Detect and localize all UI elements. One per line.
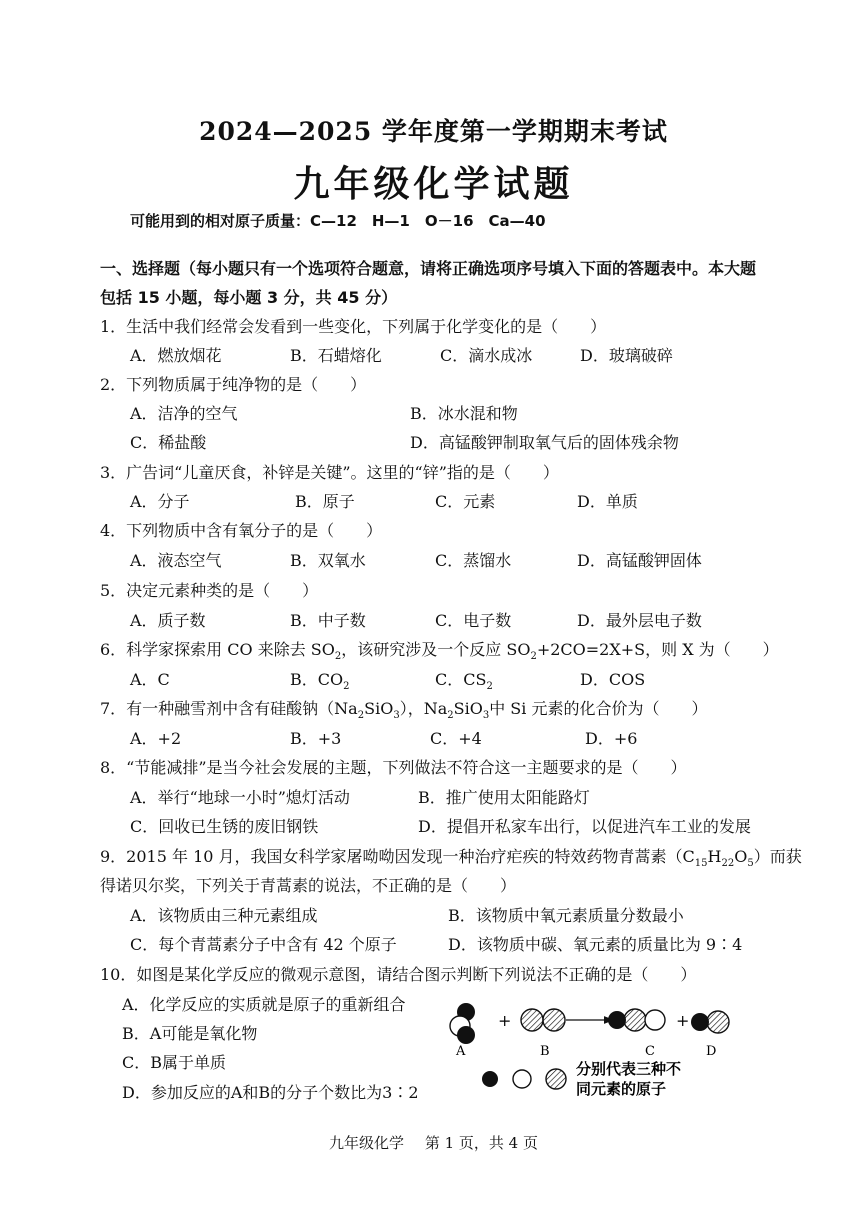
label-c: C — [645, 1044, 655, 1059]
footer-page-number: 第 1 页，共 4 页 — [424, 1134, 538, 1152]
q5-option-a: A．质子数 — [130, 611, 206, 630]
question-2-stem: 2．下列物质属于纯净物的是（ ） — [100, 375, 367, 394]
q9-option-c: C．每个青蒿素分子中含有 42 个原子 — [130, 935, 397, 954]
molecule-b — [521, 1009, 565, 1031]
q8-option-d: D．提倡开私家车出行，以促进汽车工业的发展 — [418, 817, 751, 836]
q5-option-c: C．电子数 — [435, 611, 512, 630]
q5-option-b: B．中子数 — [290, 611, 366, 630]
q2-option-d: D．高锰酸钾制取氧气后的固体残余物 — [410, 433, 679, 452]
q1-option-d: D．玻璃破碎 — [580, 346, 673, 365]
q10-option-c: C．B属于单质 — [122, 1053, 227, 1072]
exam-title: 2024—2025 学年度第一学期期末考试 — [199, 117, 668, 146]
q9-option-a: A．该物质由三种元素组成 — [130, 906, 318, 925]
question-6-stem: 6．科学家探索用 CO 来除去 $SO_2$，该研究涉及一个反应 $SO_2+2CO=2X+S$，则 X 为（ ） — [100, 640, 779, 663]
q2-option-c: C．稀盐酸 — [130, 433, 207, 452]
q4-option-a: A．液态空气 — [130, 551, 222, 570]
label-d: D — [706, 1044, 717, 1059]
q9-option-d: D．该物质中碳、氧元素的质量比为 9∶4 — [448, 935, 743, 954]
q10-option-d: D．参加反应的A和B的分子个数比为3∶2 — [122, 1083, 419, 1102]
label-b: B — [540, 1044, 550, 1059]
q6-option-a: A．C — [130, 670, 170, 689]
question-5-stem: 5．决定元素种类的是（ ） — [100, 581, 319, 600]
question-10-stem: 10．如图是某化学反应的微观示意图，请结合图示判断下列说法不正确的是（ ） — [100, 965, 697, 984]
q3-option-b: B．原子 — [295, 492, 355, 511]
q6-option-c: C．$CS_2$ — [435, 670, 493, 693]
q1-option-a: A．燃放烟花 — [130, 346, 222, 365]
section-heading: 一、选择题（每小题只有一个选项符合题意，请将正确选项序号填入下面的答题表中。本大题 — [100, 259, 757, 278]
q2-option-b: B．冰水混和物 — [410, 404, 518, 423]
section-heading-cont: 包括 15 小题，每小题 3 分，共 45 分） — [100, 288, 398, 307]
q4-option-d: D．高锰酸钾固体 — [577, 551, 702, 570]
label-a: A — [456, 1044, 466, 1059]
q3-option-c: C．元素 — [435, 492, 496, 511]
q8-option-b: B．推广使用太阳能路灯 — [418, 788, 590, 807]
footer-subject: 九年级化学 — [329, 1134, 405, 1152]
plus-sign-1: + — [498, 1011, 512, 1030]
q6-option-d: D．COS — [580, 670, 646, 689]
q10-option-b: B．A可能是氧化物 — [122, 1024, 258, 1043]
q3-option-d: D．单质 — [577, 492, 638, 511]
question-4-stem: 4．下列物质中含有氧分子的是（ ） — [100, 521, 383, 540]
q7-option-d: D．+6 — [585, 729, 638, 748]
atom-legend — [482, 1060, 681, 1098]
legend-text-1: 分别代表三种不 — [576, 1060, 682, 1078]
q7-option-b: B．+3 — [290, 729, 342, 748]
atomic-mass-note: 可能用到的相对原子质量：C—12 H—1 O－16 Ca—40 — [130, 212, 546, 230]
q9-option-b: B．该物质中氧元素质量分数最小 — [448, 906, 684, 925]
molecule-c — [608, 1009, 665, 1031]
q1-option-c: C．滴水成冰 — [440, 346, 533, 365]
exam-subtitle: 九年级化学试题 — [293, 163, 574, 205]
legend-text-2: 同元素的原子 — [576, 1080, 667, 1098]
q2-option-a: A．洁净的空气 — [130, 404, 238, 423]
q6-option-b: B．$CO_2$ — [290, 670, 350, 693]
question-8-stem: 8．“节能减排”是当今社会发展的主题，下列做法不符合这一主题要求的是（ ） — [100, 758, 687, 777]
q4-option-b: B．双氧水 — [290, 551, 366, 570]
plus-sign-2: + — [676, 1011, 690, 1030]
question-1-stem: 1．生活中我们经常会发看到一些变化，下列属于化学变化的是（ ） — [100, 317, 607, 336]
question-3-stem: 3．广告词“儿童厌食，补锌是关键”。这里的“锌”指的是（ ） — [100, 463, 559, 482]
q8-option-a: A．举行“地球一小时”熄灯活动 — [130, 788, 350, 807]
question-7-stem: 7．有一种融雪剂中含有硅酸钠$(Na_2SiO_3)$，$Na_2SiO_3$中 Si 元素的化合价为（ ） — [100, 699, 708, 722]
q7-option-a: A．+2 — [130, 729, 182, 748]
question-9-stem: 9．2015 年 10 月，我国女科学家屠呦呦因发现一种治疗疟疾的特效药物青蒿素$(C_{15}H_{22}O_5)$而获 — [100, 847, 802, 870]
q4-option-c: C．蒸馏水 — [435, 551, 512, 570]
molecule-a — [450, 1003, 475, 1044]
question-9-stem-cont: 得诺贝尔奖，下列关于青蒿素的说法，不正确的是（ ） — [100, 876, 517, 895]
page-footer — [0, 1132, 867, 1153]
q3-option-a: A．分子 — [130, 492, 190, 511]
q10-option-a: A．化学反应的实质就是原子的重新组合 — [122, 995, 406, 1014]
q7-option-c: C．+4 — [430, 729, 482, 748]
q5-option-d: D．最外层电子数 — [577, 611, 702, 630]
q1-option-b: B．石蜡熔化 — [290, 346, 382, 365]
molecule-d — [691, 1011, 729, 1033]
reaction-diagram — [430, 992, 760, 1102]
q8-option-c: C．回收已生锈的废旧钢铁 — [130, 817, 319, 836]
